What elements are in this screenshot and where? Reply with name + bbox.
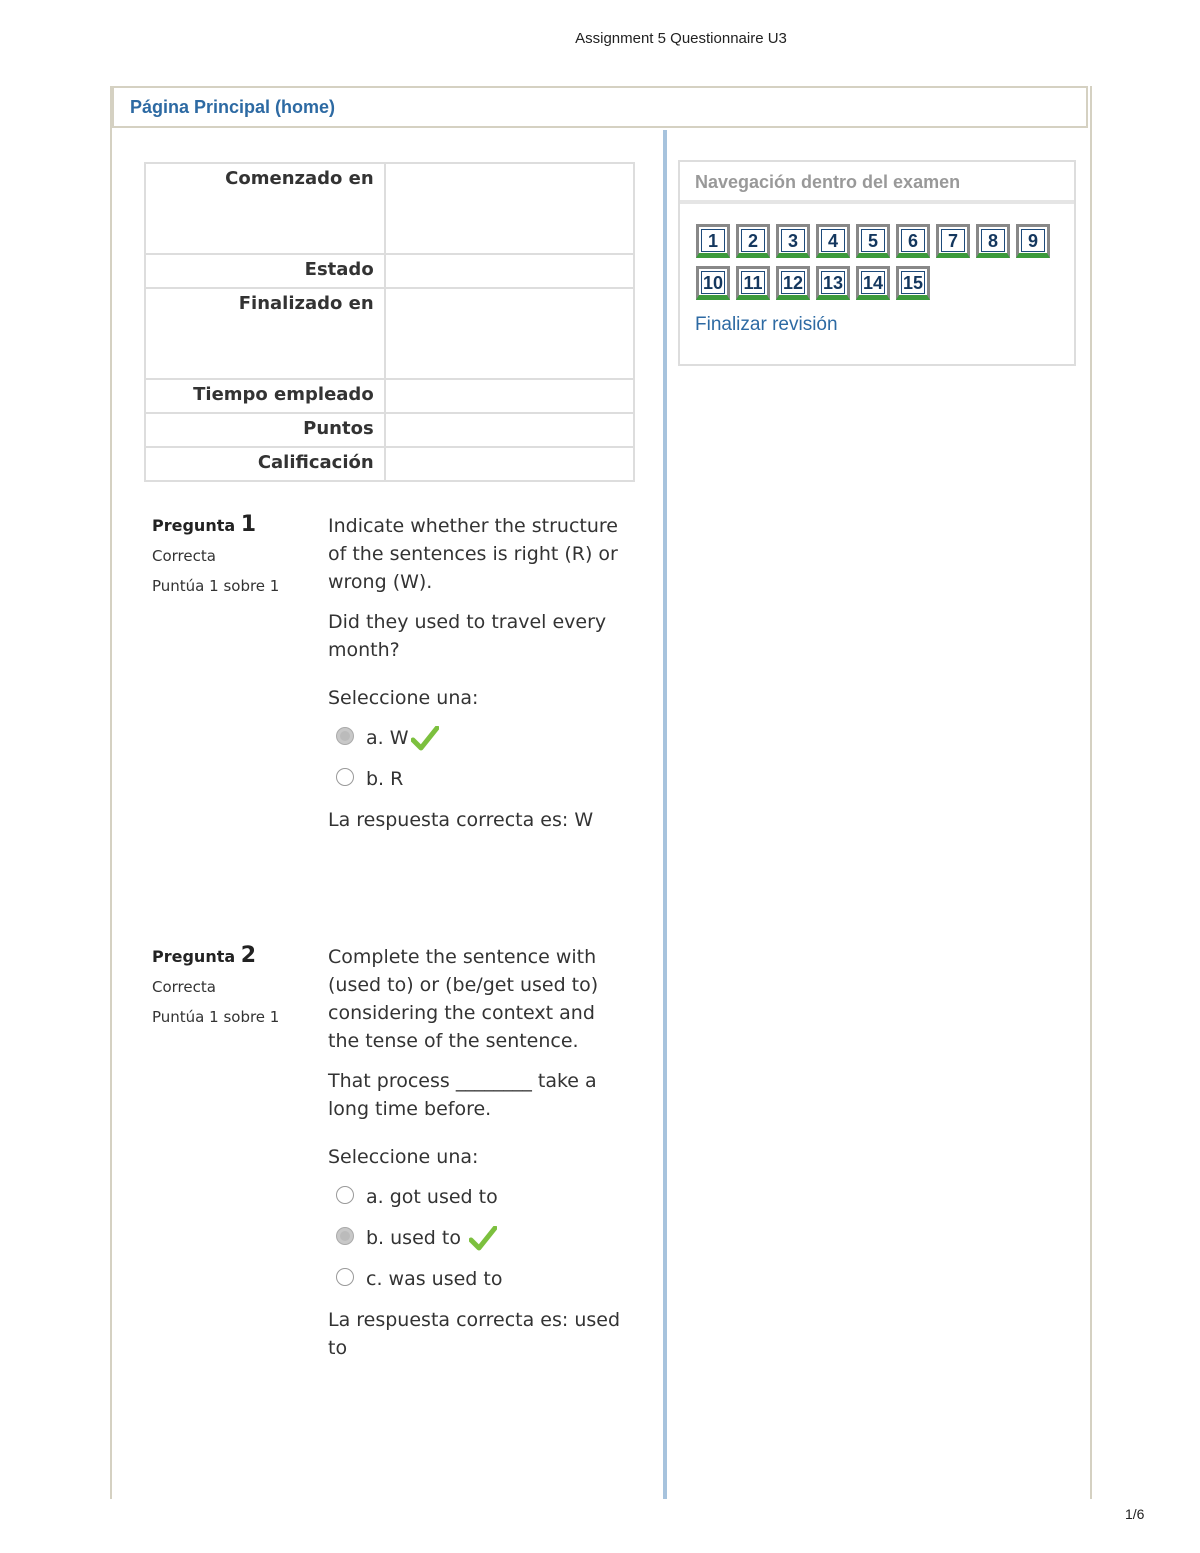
question-nav-number: 5	[861, 229, 885, 252]
question-content	[328, 512, 628, 846]
question-text: That process ________ take a long time before.	[328, 1070, 597, 1120]
question-content	[328, 943, 628, 1374]
summary-row-grade	[145, 447, 634, 481]
summary-label: Puntos	[145, 413, 385, 447]
summary-label: Estado	[145, 254, 385, 288]
question-nav-number: 15	[902, 273, 924, 293]
finish-review-link[interactable]: Finalizar revisión	[695, 314, 838, 335]
question-text: Did they used to travel every month?	[328, 611, 607, 661]
page-number: 1/6	[1125, 1506, 1145, 1522]
question-nav-number: 14	[862, 273, 884, 293]
quiz-review-frame	[110, 86, 1092, 1499]
question-nav-button[interactable]	[816, 266, 850, 300]
summary-row-state	[145, 254, 634, 288]
answer-option[interactable]	[328, 724, 628, 765]
answer-option-label: b. used to	[366, 1227, 461, 1249]
correct-check-icon	[411, 726, 439, 752]
question-number: 1	[240, 512, 257, 537]
summary-row-started	[145, 163, 634, 254]
summary-value	[385, 254, 634, 288]
column-divider	[663, 130, 667, 1499]
attempt-summary-table	[144, 162, 635, 482]
summary-row-finished	[145, 288, 634, 379]
question-nav-button[interactable]	[776, 224, 810, 258]
question-heading	[152, 512, 302, 537]
answer-option[interactable]	[328, 765, 628, 806]
quiz-navigation-buttons	[696, 224, 1066, 308]
question-label: Pregunta	[152, 947, 236, 966]
answer-option-label: c. was used to	[366, 1268, 503, 1290]
select-prompt: Seleccione una:	[328, 1146, 479, 1168]
radio-selected[interactable]	[336, 727, 354, 745]
summary-value	[385, 413, 634, 447]
radio-unselected[interactable]	[336, 768, 354, 786]
radio-unselected[interactable]	[336, 1186, 354, 1204]
question-info	[152, 943, 302, 1026]
question-nav-number: 6	[901, 229, 925, 252]
summary-value	[385, 379, 634, 413]
question-nav-number: 3	[781, 229, 805, 252]
question-nav-button[interactable]	[696, 266, 730, 300]
question-nav-button[interactable]	[776, 266, 810, 300]
quiz-navigation-title: Navegación dentro del examen	[680, 162, 1074, 204]
question-nav-button[interactable]	[736, 224, 770, 258]
correct-check-icon	[469, 1226, 497, 1252]
question-nav-number: 12	[782, 273, 804, 293]
question-nav-number: 11	[741, 271, 765, 294]
radio-selected[interactable]	[336, 1227, 354, 1245]
home-link[interactable]: Página Principal (home)	[130, 97, 336, 117]
question-nav-number: 10	[702, 273, 724, 293]
radio-unselected[interactable]	[336, 1268, 354, 1286]
answer-option[interactable]	[328, 1183, 628, 1224]
question-nav-button[interactable]	[1016, 224, 1050, 258]
right-answer-feedback: La respuesta correcta es: used to	[328, 1309, 621, 1359]
question-grade: Puntúa 1 sobre 1	[152, 1008, 280, 1026]
question-number: 2	[240, 943, 257, 968]
right-answer-feedback: La respuesta correcta es: W	[328, 809, 594, 831]
page-header	[112, 86, 1088, 128]
question-grade: Puntúa 1 sobre 1	[152, 577, 280, 595]
question-label: Pregunta	[152, 516, 236, 535]
answer-option-label: b. R	[366, 768, 404, 790]
question-nav-button[interactable]	[696, 224, 730, 258]
question-nav-button[interactable]	[856, 266, 890, 300]
summary-label: Finalizado en	[145, 288, 385, 379]
question-nav-button[interactable]	[896, 224, 930, 258]
question-heading	[152, 943, 302, 968]
question-nav-button[interactable]	[856, 224, 890, 258]
summary-label: Calificación	[145, 447, 385, 481]
question-nav-button[interactable]	[816, 224, 850, 258]
question-state: Correcta	[152, 978, 216, 996]
summary-row-time-taken	[145, 379, 634, 413]
select-prompt: Seleccione una:	[328, 687, 479, 709]
question-nav-button[interactable]	[736, 266, 770, 300]
answer-option-label: a. W	[366, 727, 409, 749]
question-nav-button[interactable]	[936, 224, 970, 258]
question-nav-number: 1	[701, 229, 725, 252]
summary-value	[385, 288, 634, 379]
question-nav-number: 8	[981, 229, 1005, 252]
question-nav-number: 4	[821, 229, 845, 252]
summary-row-points	[145, 413, 634, 447]
quiz-navigation-block	[678, 160, 1076, 366]
summary-label: Comenzado en	[145, 163, 385, 254]
question-nav-number: 13	[822, 273, 844, 293]
question-nav-number: 2	[741, 229, 765, 252]
question-info	[152, 512, 302, 595]
question-instruction: Indicate whether the structure of the sentences is right (R) or wrong (W).	[328, 515, 619, 593]
question-state: Correcta	[152, 547, 216, 565]
question-nav-button[interactable]	[976, 224, 1010, 258]
document-title: Assignment 5 Questionnaire U3	[575, 30, 787, 47]
summary-label: Tiempo empleado	[145, 379, 385, 413]
answer-option-label: a. got used to	[366, 1186, 498, 1208]
question-instruction: Complete the sentence with (used to) or (be/get used to) considering the context and the tense of the sentence.	[328, 946, 599, 1052]
answer-option[interactable]	[328, 1224, 628, 1265]
question-nav-number: 7	[941, 229, 965, 252]
summary-value	[385, 163, 634, 254]
summary-value	[385, 447, 634, 481]
answer-option[interactable]	[328, 1265, 628, 1306]
question-nav-button[interactable]	[896, 266, 930, 300]
question-nav-number: 9	[1021, 229, 1045, 252]
